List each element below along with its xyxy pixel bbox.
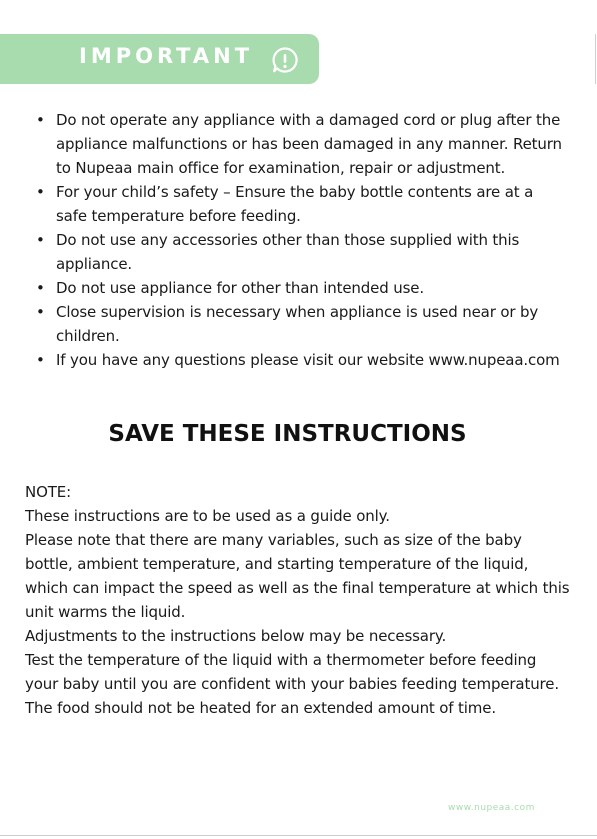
- bullet-symbol: •: [36, 231, 45, 249]
- note-line: Please note that there are many variables, such as size of the baby bottle, ambient temperature, and starting temperature of the liquid, which can impact the speed as well as the final temperature at which this unit warms the liquid.: [25, 531, 570, 621]
- note-line: The food should not be heated for an extended amount of time.: [25, 699, 496, 717]
- warning-text: For your child’s safety – Ensure the baby bottle contents are at a safe temperature before feeding.: [56, 183, 534, 225]
- bullet-symbol: •: [36, 111, 45, 129]
- list-item: [36, 180, 566, 228]
- warning-text: Close supervision is necessary when appliance is used near or by children.: [56, 303, 539, 345]
- warning-text: Do not use appliance for other than intended use.: [56, 279, 424, 297]
- safety-warning-list: [36, 108, 566, 372]
- note-line: Test the temperature of the liquid with a thermometer before feeding your baby until you are confident with your babies feeding temperature.: [25, 651, 559, 693]
- note-section: [25, 480, 573, 720]
- bullet-symbol: •: [36, 279, 45, 297]
- list-item: [36, 108, 566, 180]
- warning-text: Do not use any accessories other than those supplied with this appliance.: [56, 231, 520, 273]
- speech-bubble-exclamation-icon: [271, 46, 299, 74]
- banner-title: IMPORTANT: [79, 44, 254, 68]
- warning-text: If you have any questions please visit our website www.nupeaa.com: [56, 351, 560, 369]
- bullet-symbol: •: [36, 183, 45, 201]
- save-instructions-heading: SAVE THESE INSTRUCTIONS: [108, 421, 467, 447]
- note-line: These instructions are to be used as a guide only.: [25, 507, 390, 525]
- bottom-divider: [0, 835, 597, 836]
- warning-text: Do not operate any appliance with a damaged cord or plug after the appliance malfunctions or has been damaged in any manner. Return to Nupeaa main office for examination, repair or adjustment.: [56, 111, 562, 177]
- list-item: [36, 300, 566, 348]
- list-item: [36, 276, 566, 300]
- note-label: NOTE:: [25, 483, 71, 501]
- footer-website-url: www.nupeaa.com: [448, 803, 535, 813]
- bullet-symbol: •: [36, 303, 45, 321]
- list-item: [36, 228, 566, 276]
- note-line: Adjustments to the instructions below may be necessary.: [25, 627, 447, 645]
- bullet-symbol: •: [36, 351, 45, 369]
- page-edge-line: [595, 34, 596, 84]
- list-item: [36, 348, 566, 372]
